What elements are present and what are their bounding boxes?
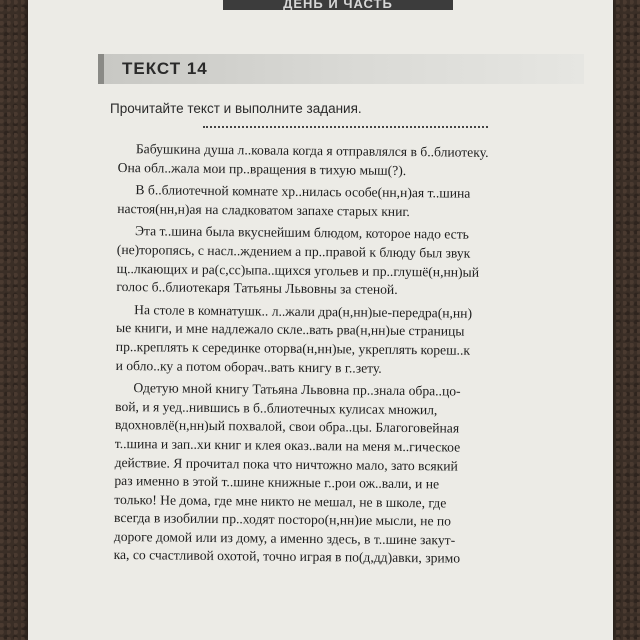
text-line: раз именно в этой т..шине книжные г..рои ож..вали, и не	[114, 473, 440, 492]
text-line: ые книги, и мне надлежало скле..вать рва(н,нн)ые страницы	[115, 320, 465, 339]
instruction-text: Прочитайте текст и выполните задания.	[110, 101, 362, 116]
paragraph-2	[117, 181, 613, 223]
text-line: дороге домой или из дому, а именно здесь, в т..шине закут-	[113, 528, 456, 548]
text-line: На столе в комнатушк.. л..жали дра(н,нн)ые-передра(н,нн)	[134, 301, 473, 321]
text-line: настоя(нн,н)ая на сладковатом запахе старых книг.	[117, 200, 410, 219]
text-line: только! Не дома, где мне никто не мешал, не в школе, где	[114, 491, 447, 511]
text-line: Эта т..шина была вкуснейшим блюдом, которое надо есть	[134, 223, 469, 243]
paragraph-1	[118, 140, 613, 182]
text-line: В б..блиотечной комнате хр..нилась особе(нн,н)ая т..шина	[135, 182, 471, 201]
passage-text	[114, 140, 613, 570]
section-banner	[98, 54, 584, 84]
text-line: Одетую мной книгу Татьяна Львовна пр..знала обра..цо-	[133, 380, 461, 399]
text-line: т..шина и зап..хи книг и клея оказ..вали на меня м..гическое	[114, 435, 461, 455]
text-line: вой, и я уед..нившись в б..блиотечных кулисах множил,	[115, 398, 438, 418]
text-line: ка, со счастливой охотой, точно играя в по(д,дд)авки, зримо	[113, 547, 461, 567]
text-line: действие. Я прочитал пока что ничтожно мало, зато всякий	[114, 454, 458, 474]
section-title: ТЕКСТ 14	[122, 59, 208, 78]
text-line: щ..лкающих и ра(с,сс)ыпа..щихся угольев и пр..глушё(н,нн)ый	[116, 260, 480, 280]
text-line: Бабушкина душа л..ковала когда я отправлялся в б..блиотеку.	[135, 141, 489, 160]
paragraph-4	[116, 301, 613, 381]
text-line: всегда в изобилии пр..ходят посторо(н,нн)ие мысли, не по	[113, 510, 452, 529]
page-header-strip: ДЕНЬ И ЧАСТЬ	[223, 0, 453, 10]
paragraph-5	[114, 379, 613, 570]
text-line: Она обл..жала мои пр..вращения в тихую мыш(?).	[117, 159, 407, 178]
text-line: вдохновлё(н,нн)ый похвалой, свои обра..цы. Благоговейная	[114, 417, 460, 436]
dotted-divider	[203, 126, 488, 130]
text-line: пр..креплять к серединке оторва(н,нн)ые, укреплять кореш..к	[115, 338, 471, 358]
book-page	[28, 0, 613, 640]
paragraph-3	[116, 222, 613, 302]
text-line: и обло..ку а потом оборач..вать книгу в г..зету.	[115, 357, 382, 376]
text-line: (не)торопясь, с насл..ждением а пр..правой к блюду был звук	[116, 241, 471, 261]
text-line: голос б..блиотекаря Татьяны Львовны за стеной.	[116, 279, 398, 298]
